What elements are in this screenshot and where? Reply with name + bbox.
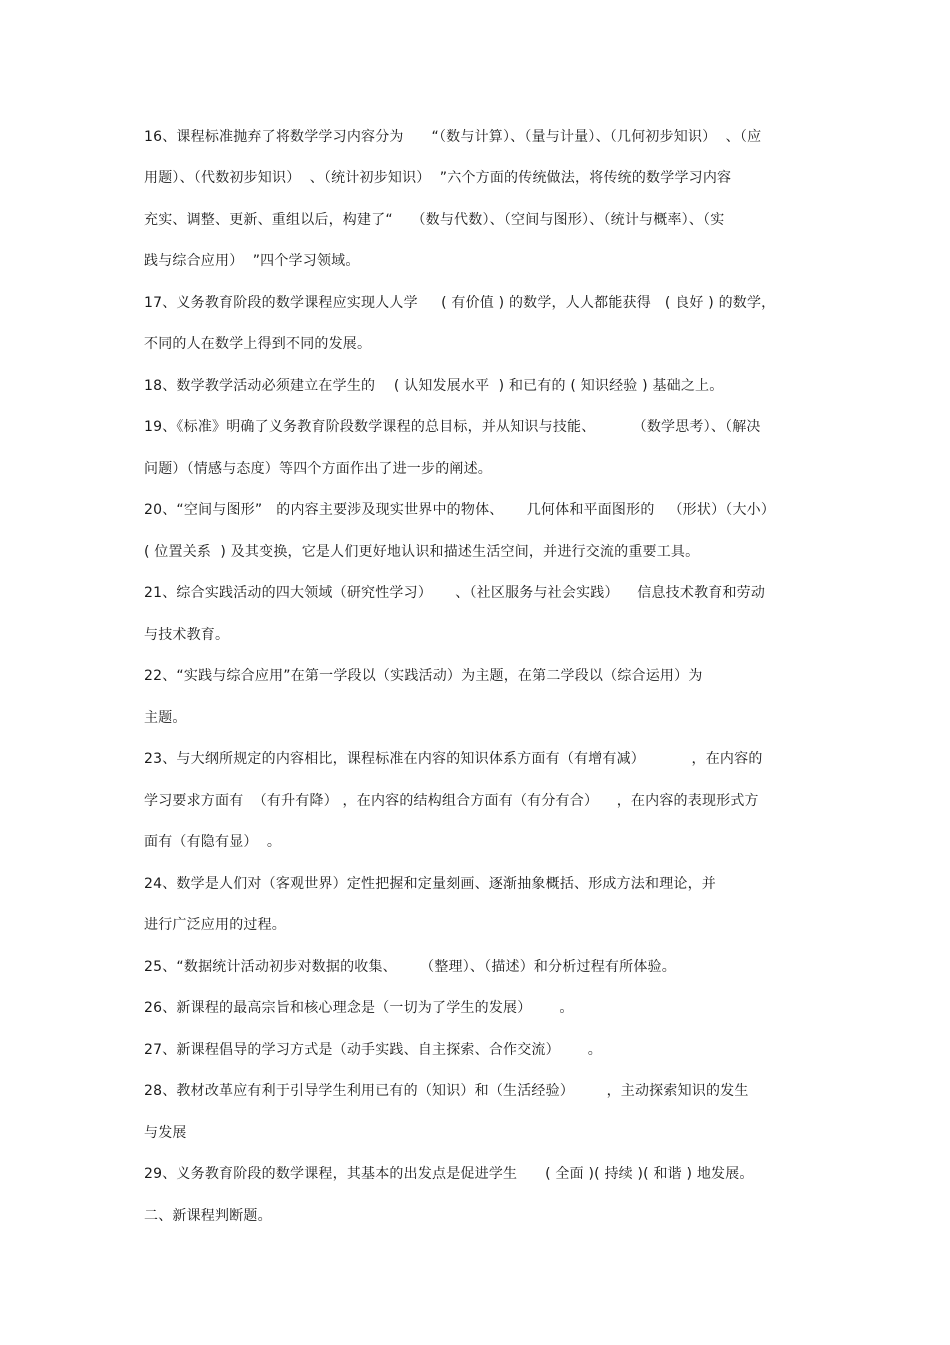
section-heading: 二、新课程判断题。 <box>144 1208 272 1224</box>
text-line-q16-1: 16、课程标准抛弃了将数学学习内容分为 “（数与计算）、（量与计量）、（几何初步知识） 、（应 <box>144 129 762 145</box>
text-line-q26: 26、新课程的最高宗旨和核心理念是（一切为了学生的发展） 。 <box>144 1000 574 1016</box>
text-line-q22-1: 22、“实践与综合应用”在第一学段以（实践活动）为主题，在第二学段以（综合运用）为 <box>144 668 703 684</box>
text-line-q20-2: ( 位置关系 ) 及其变换，它是人们更好地认识和描述生活空间，并进行交流的重要工具。 <box>144 544 700 560</box>
text-line-q23-3: 面有（有隐有显） 。 <box>144 834 282 850</box>
text-line-q29: 29、义务教育阶段的数学课程，其基本的出发点是促进学生 ( 全面 )( 持续 )( 和谐 ) 地发展。 <box>144 1166 754 1182</box>
text-line-q24-2: 进行广泛应用的过程。 <box>144 917 286 933</box>
text-line-q16-3: 充实、调整、更新、重组以后，构建了“ （数与代数）、（空间与图形）、（统计与概率）、（实 <box>144 212 725 228</box>
text-line-q16-2: 用题）、（代数初步知识） 、（统计初步知识） ”六个方面的传统做法，将传统的数学学习内容 <box>144 170 732 186</box>
text-line-q23-1: 23、与大纲所规定的内容相比，课程标准在内容的知识体系方面有（有增有减） ，在内容的 <box>144 751 763 767</box>
text-line-q22-2: 主题。 <box>144 710 187 726</box>
text-line-q17-1: 17、义务教育阶段的数学课程应实现人人学 ( 有价值 ) 的数学，人人都能获得 ( 良好 ) 的数学， <box>144 295 776 311</box>
text-line-q25: 25、“数据统计活动初步对数据的收集、 （整理）、（描述）和分析过程有所体验。 <box>144 959 676 975</box>
text-line-q18: 18、数学教学活动必须建立在学生的 ( 认知发展水平 ) 和已有的 ( 知识经验 ) 基础之上。 <box>144 378 724 394</box>
text-line-q20-1: 20、“空间与图形” 的内容主要涉及现实世界中的物体、 几何体和平面图形的 （形状）（大小） <box>144 502 776 518</box>
text-line-q21-2: 与技术教育。 <box>144 627 230 643</box>
text-line-q24-1: 24、数学是人们对（客观世界）定性把握和定量刻画、逐渐抽象概括、形成方法和理论，并 <box>144 876 717 892</box>
text-line-q27: 27、新课程倡导的学习方式是（动手实践、自主探索、合作交流） 。 <box>144 1042 602 1058</box>
text-line-q17-2: 不同的人在数学上得到不同的发展。 <box>144 336 372 352</box>
text-line-q21-1: 21、综合实践活动的四大领域（研究性学习） 、（社区服务与社会实践） 信息技术教育和劳动 <box>144 585 766 601</box>
text-line-q19-1: 19、《标准》明确了义务教育阶段数学课程的总目标，并从知识与技能、 （数学思考）、（解决 <box>144 419 761 435</box>
text-line-q28-2: 与发展 <box>144 1125 187 1141</box>
text-line-q16-4: 践与综合应用） ”四个学习领域。 <box>144 253 360 269</box>
text-line-q19-2: 问题）（情感与态度）等四个方面作出了进一步的阐述。 <box>144 461 492 477</box>
text-line-q23-2: 学习要求方面有 （有升有降） ，在内容的结构组合方面有（有分有合） ，在内容的表现形式方 <box>144 793 759 809</box>
text-line-q28-1: 28、教材改革应有利于引导学生利用已有的（知识）和（生活经验） ，主动探索知识的发生 <box>144 1083 749 1099</box>
